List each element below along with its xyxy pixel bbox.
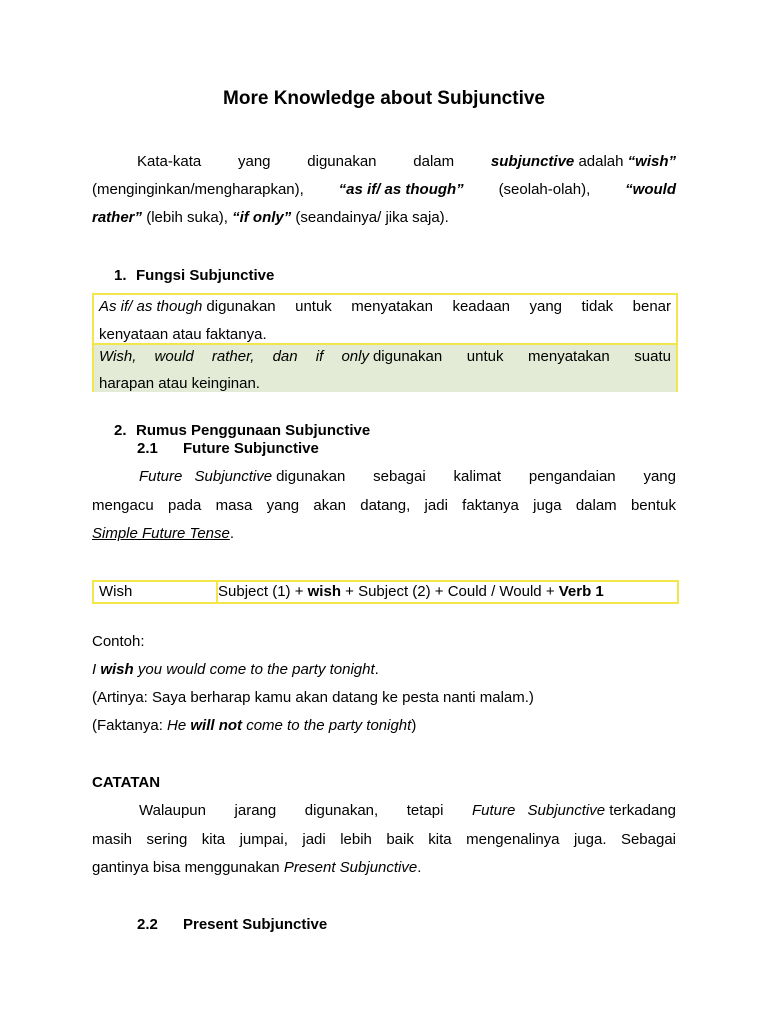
formula-table xyxy=(92,580,679,604)
intro-term-subjunctive: subjunctive xyxy=(490,153,575,170)
note-line-1 xyxy=(139,801,676,821)
intro-word: (menginginkan/mengharapkan), xyxy=(92,181,304,198)
note-term: Present Subjunctive xyxy=(283,859,418,876)
note-line-2: masih sering kita jumpai, jadi lebih baik kita mengenalinya juga. Sebagai xyxy=(92,831,676,848)
subsection-2-2-heading xyxy=(137,915,721,935)
section-2-heading xyxy=(114,421,698,441)
future-term: Future Subjunctive xyxy=(139,468,273,485)
note-text: gantinya bisa menggunakan xyxy=(92,859,284,876)
intro-text: (lebih suka), xyxy=(142,209,233,226)
note-word: jarang xyxy=(234,802,277,819)
note-heading: CATATAN xyxy=(92,774,161,791)
future-para-line-3 xyxy=(92,524,676,544)
intro-line-1 xyxy=(137,152,676,172)
subsection-number: 2.1 xyxy=(137,440,158,457)
intro-term-would: “would xyxy=(625,181,676,198)
intro-word: Kata-kata xyxy=(137,153,202,170)
function-text xyxy=(99,297,671,317)
formula-part: Verb 1 xyxy=(558,583,604,600)
formula-label: Wish xyxy=(94,582,218,602)
example-text: come to the party tonight xyxy=(242,717,412,734)
function-desc: kenyataan atau faktanya. xyxy=(99,326,267,343)
function-text xyxy=(99,347,671,367)
subsection-2-1-heading xyxy=(137,439,721,459)
example-text: . xyxy=(374,661,379,678)
example-translation: (Artinya: Saya berharap kamu akan datang ke pesta nanti malam.) xyxy=(92,689,534,706)
intro-text: (seandainya/ jika saja). xyxy=(291,209,449,226)
formula-part: + Subject (2) + Could / Would + xyxy=(340,583,559,600)
page-title: More Knowledge about Subjunctive xyxy=(223,88,545,109)
section-title: Fungsi Subjunctive xyxy=(136,267,275,284)
intro-word: adalah xyxy=(578,153,624,170)
function-box xyxy=(92,293,678,392)
section-number: 2. xyxy=(114,422,127,439)
function-box-row-1 xyxy=(94,295,676,342)
example-text: I xyxy=(92,661,101,678)
example-keyword: wish xyxy=(100,661,134,678)
example-text: (Faktanya: xyxy=(92,717,168,734)
intro-term-if-only: “if only” xyxy=(232,209,292,226)
note-word: Walaupun xyxy=(139,802,206,819)
note-word: terkadang xyxy=(609,802,676,819)
intro-term-rather: rather” xyxy=(92,209,143,226)
intro-word: dalam xyxy=(413,153,455,170)
future-para-line-2: mengacu pada masa yang akan datang, jadi faktanya juga dalam bentuk xyxy=(92,497,676,514)
future-text: . xyxy=(229,525,235,542)
function-desc: digunakan untuk menyatakan keadaan yang tidak benar xyxy=(206,298,671,315)
intro-word: yang xyxy=(237,153,271,170)
example-sentence xyxy=(92,660,676,680)
subsection-title: Present Subjunctive xyxy=(183,916,328,933)
intro-term-wish: “wish” xyxy=(627,153,676,170)
intro-word: (seolah-olah), xyxy=(498,181,591,198)
function-term: Wish, would rather, dan if only xyxy=(99,348,369,365)
example-text: He xyxy=(167,717,191,734)
subsection-number: 2.2 xyxy=(137,916,158,933)
function-box-row-2 xyxy=(94,343,676,392)
example-label: Contoh: xyxy=(92,633,145,650)
section-number: 1. xyxy=(114,267,127,284)
section-1-heading xyxy=(114,266,698,286)
note-text: . xyxy=(417,859,422,876)
example-text: you would come to the party tonight xyxy=(133,661,375,678)
note-term: Future Subjunctive xyxy=(472,802,606,819)
note-word: digunakan, xyxy=(304,802,379,819)
example-text: ) xyxy=(411,717,417,734)
future-text: digunakan sebagai kalimat pengandaian yang xyxy=(276,468,676,485)
intro-line-3 xyxy=(92,208,676,228)
intro-term-as-if: “as if/ as though” xyxy=(338,181,464,198)
function-desc: harapan atau keinginan. xyxy=(99,375,260,392)
future-para-line-1 xyxy=(139,467,676,487)
note-line-3 xyxy=(92,858,676,878)
section-title: Rumus Penggunaan Subjunctive xyxy=(136,422,371,439)
subsection-title: Future Subjunctive xyxy=(183,440,319,457)
function-desc: digunakan untuk menyatakan suatu xyxy=(372,348,671,365)
intro-word: digunakan xyxy=(307,153,377,170)
formula-part: wish xyxy=(307,583,341,600)
function-term: As if/ as though xyxy=(99,298,203,315)
intro-line-2 xyxy=(92,180,676,200)
future-term-underlined: Simple Future Tense xyxy=(92,525,230,542)
example-fact xyxy=(92,716,676,736)
note-word: tetapi xyxy=(406,802,444,819)
formula-part: Subject (1) + xyxy=(218,583,308,600)
example-keyword: will not xyxy=(190,717,243,734)
formula-text xyxy=(218,582,677,602)
